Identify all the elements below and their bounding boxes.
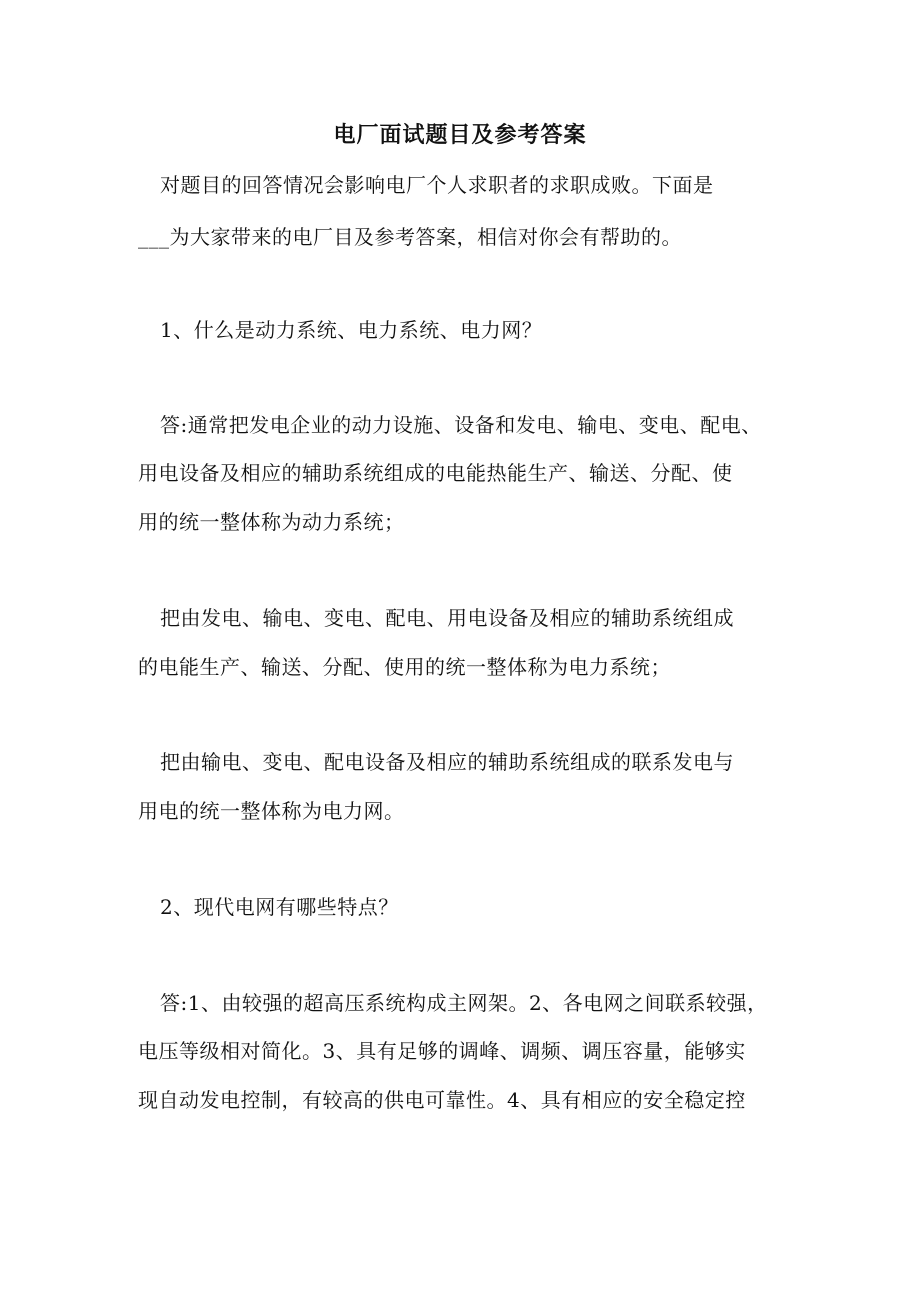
answer-1c-line-2: 用电的统一整体称为电力网。 [138, 799, 405, 823]
document-title: 电厂面试题目及参考答案 [333, 122, 587, 148]
answer-1c-line-1: 把由输电、变电、配电设备及相应的辅助系统组成的联系发电与 [160, 750, 734, 774]
answer-1b-line-2: 的电能生产、输送、分配、使用的统一整体称为电力系统； [138, 655, 671, 679]
intro-line-2: ___为大家带来的电厂目及参考答案，相信对你会有帮助的。 [138, 225, 682, 249]
answer-2-line-2: 电压等级相对简化。3、具有足够的调峰、调频、调压容量，能够实 [138, 1039, 746, 1063]
answer-1-line-3: 用的统一整体称为动力系统； [138, 510, 405, 534]
answer-2-line-1: 答:1、由较强的超高压系统构成主网架。2、各电网之间联系较强， [160, 991, 768, 1015]
question-1: 1、什么是动力系统、电力系统、电力网？ [160, 318, 543, 342]
answer-1b-line-1: 把由发电、输电、变电、配电、用电设备及相应的辅助系统组成 [160, 606, 734, 630]
answer-1-line-1: 答:通常把发电企业的动力设施、设备和发电、输电、变电、配电、 [160, 413, 762, 437]
answer-2-line-3: 现自动发电控制，有较高的供电可靠性。4、具有相应的安全稳定控 [138, 1088, 746, 1112]
intro-line-1: 对题目的回答情况会影响电厂个人求职者的求职成败。下面是 [160, 173, 714, 197]
answer-1-line-2: 用电设备及相应的辅助系统组成的电能热能生产、输送、分配、使 [138, 461, 733, 485]
question-2: 2、现代电网有哪些特点？ [160, 895, 399, 919]
